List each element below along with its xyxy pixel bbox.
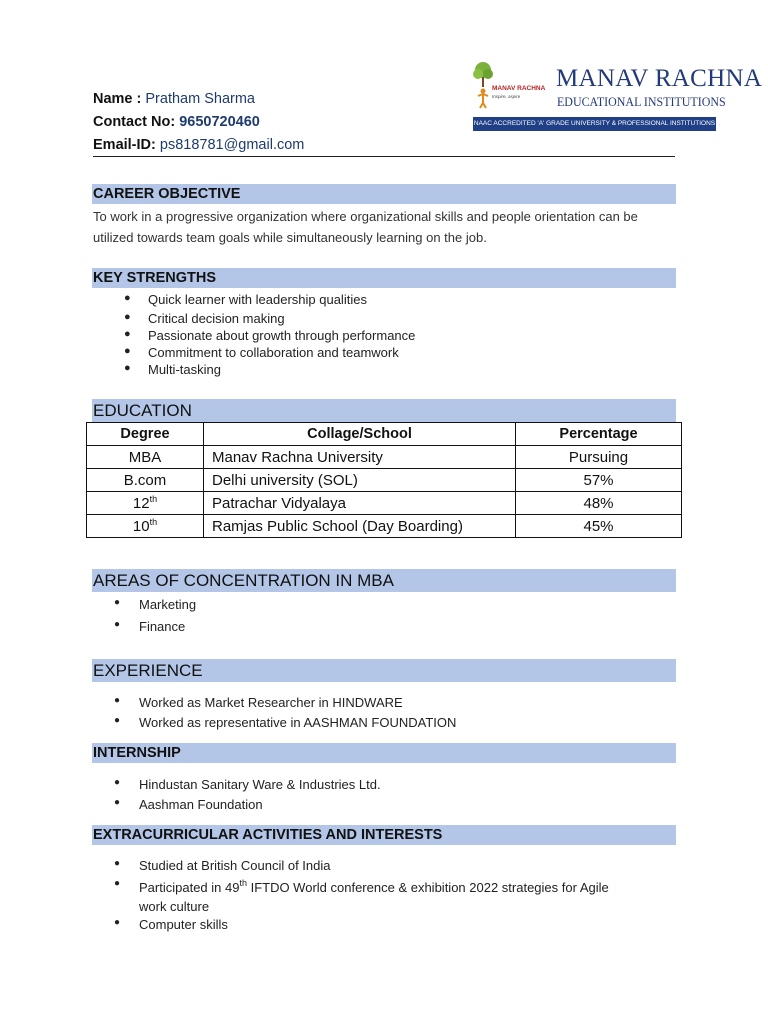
phone-value: 9650720460: [179, 114, 260, 130]
list-item: [124, 345, 415, 362]
list-item: [114, 917, 609, 937]
degree-text: MBA: [128, 448, 162, 466]
concentration-heading: AREAS OF CONCENTRATION IN MBA: [92, 569, 676, 592]
logo-tagline: Inspire, aspire: [492, 94, 521, 99]
career-objective-heading: CAREER OBJECTIVE: [92, 184, 676, 204]
list-item: [124, 328, 415, 345]
institution-logo: [470, 59, 763, 135]
degree-superscript: th: [149, 493, 158, 504]
logo-main-text: MANAV RACHNA: [556, 65, 763, 92]
internship-heading: INTERNSHIP: [92, 743, 676, 763]
list-item-text: Multi-tasking: [148, 362, 221, 377]
table-row: [87, 515, 682, 538]
bullet-icon: ●: [124, 345, 131, 357]
email-label: Email-ID:: [93, 137, 156, 153]
logo-banner: NAAC ACCREDITED 'A' GRADE UNIVERSITY & PROFESSIONAL INSTITUTIONS: [473, 117, 716, 131]
list-item-text: Computer skills: [139, 917, 228, 932]
concentration-list: [114, 597, 196, 641]
ordinal-superscript: th: [239, 878, 247, 888]
conference-text-start: Participated in 49: [139, 880, 240, 895]
table-row: [87, 446, 682, 469]
table-row: [87, 469, 682, 492]
conference-text-end: IFTDO World conference & exhibition 2022 strategies for Agile: [246, 880, 609, 895]
list-item: [114, 797, 381, 817]
bullet-icon: ●: [114, 715, 121, 726]
column-header-degree: Degree: [87, 423, 204, 446]
logo-small-text: MANAV RACHNA: [492, 85, 546, 92]
list-item: [114, 619, 196, 641]
bullet-icon: ●: [114, 797, 121, 808]
list-item: [124, 292, 415, 311]
list-item-text: Quick learner with leadership qualities: [148, 292, 367, 307]
percentage-cell: Pursuing: [516, 446, 682, 469]
list-item: [114, 878, 609, 917]
bullet-icon: ●: [124, 362, 131, 374]
bullet-icon: ●: [124, 292, 131, 304]
career-objective-text: To work in a progressive organization where organizational skills and people orientation can be utilized towards team goals while simultaneously learning on the job.: [93, 209, 638, 245]
degree-cell: [87, 446, 204, 469]
logo-sub-text: EDUCATIONAL INSTITUTIONS: [557, 94, 726, 109]
list-item: [124, 311, 415, 328]
list-item: [114, 858, 609, 878]
name-label: Name :: [93, 91, 142, 107]
list-item-text: Studied at British Council of India: [139, 858, 331, 873]
school-cell: Patrachar Vidyalaya: [204, 492, 516, 515]
degree-text: 12: [132, 494, 150, 512]
column-header-percentage: Percentage: [516, 423, 682, 446]
list-item-text: Passionate about growth through performance: [148, 328, 416, 343]
list-item: [114, 715, 456, 735]
email-row: [93, 134, 304, 157]
phone-label: Contact No:: [93, 114, 176, 130]
degree-cell: [87, 492, 204, 515]
degree-text: B.com: [123, 471, 167, 489]
list-item-text: Critical decision making: [148, 311, 285, 326]
list-item-text: Worked as representative in AASHMAN FOUNDATION: [139, 715, 457, 730]
list-item-text: Marketing: [139, 597, 197, 612]
contact-block: [93, 88, 304, 157]
list-item-text: Commitment to collaboration and teamwork: [148, 345, 399, 360]
percentage-cell: 48%: [516, 492, 682, 515]
table-header-row: [87, 423, 682, 446]
degree-superscript: th: [149, 516, 158, 527]
bullet-icon: ●: [114, 858, 121, 869]
education-heading: EDUCATION: [92, 399, 676, 422]
education-table: [86, 422, 682, 538]
header-divider: [93, 156, 675, 157]
bullet-icon: ●: [124, 328, 131, 340]
table-row: [87, 492, 682, 515]
bullet-icon: ●: [124, 311, 131, 323]
bullet-icon: ●: [114, 777, 121, 788]
phone-row: [93, 111, 304, 134]
internship-list: [114, 777, 381, 817]
conference-text-continued: work culture: [139, 899, 210, 914]
name-row: [93, 88, 304, 111]
list-item-text: Hindustan Sanitary Ware & Industries Ltd.: [139, 777, 381, 792]
list-item-text: Aashman Foundation: [139, 797, 263, 812]
list-item: [114, 695, 456, 715]
school-cell: Ramjas Public School (Day Boarding): [204, 515, 516, 538]
extracurricular-list: [114, 858, 609, 937]
school-cell: Manav Rachna University: [204, 446, 516, 469]
email-value[interactable]: ps818781@gmail.com: [159, 137, 305, 153]
bullet-icon: ●: [114, 619, 121, 630]
degree-cell: [87, 515, 204, 538]
list-item: [124, 362, 415, 379]
school-cell: Delhi university (SOL): [204, 469, 516, 492]
bullet-icon: ●: [114, 917, 121, 928]
list-item: [114, 777, 381, 797]
bullet-icon: ●: [114, 695, 121, 706]
degree-cell: [87, 469, 204, 492]
degree-text: 10: [132, 517, 150, 535]
key-strengths-heading: KEY STRENGTHS: [92, 268, 676, 288]
list-item-text: Finance: [139, 619, 186, 634]
bullet-icon: ●: [114, 878, 121, 889]
percentage-cell: 45%: [516, 515, 682, 538]
name-value: Pratham Sharma: [145, 91, 255, 107]
extracurricular-heading: EXTRACURRICULAR ACTIVITIES AND INTERESTS: [92, 825, 676, 845]
experience-list: [114, 695, 456, 735]
experience-heading: EXPERIENCE: [92, 659, 676, 682]
column-header-school: Collage/School: [204, 423, 516, 446]
percentage-cell: 57%: [516, 469, 682, 492]
tree-icon: [472, 61, 494, 109]
key-strengths-list: [124, 292, 415, 379]
bullet-icon: ●: [114, 597, 121, 608]
list-item-text: Worked as Market Researcher in HINDWARE: [139, 695, 403, 710]
list-item-text: [139, 878, 609, 916]
list-item: [114, 597, 196, 619]
